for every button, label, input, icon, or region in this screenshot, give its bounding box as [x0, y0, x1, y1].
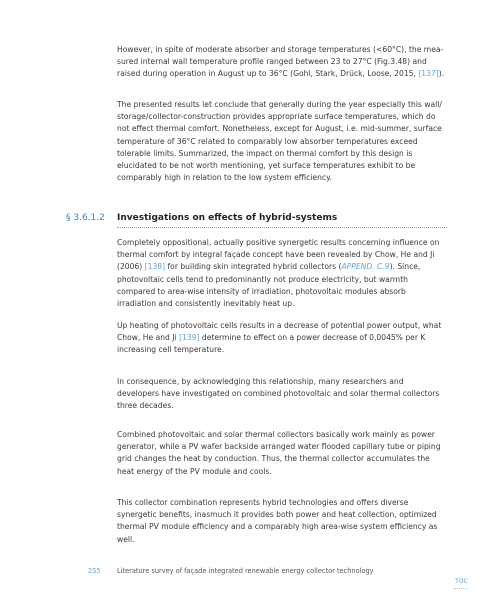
reference-link-138[interactable]: [138]: [144, 262, 166, 272]
paragraph-1-text: However, in spite of moderate absorber and storage temperatures (<60°C), the mea-sured internal wall temperature profile ranged between 23 to 27°C (Fig.3.48) and raised during operation in August up to 36°C (Gohl, Stark, Drück, Loose, 2015,: [117, 45, 444, 79]
paragraph-1-end: ).: [438, 69, 445, 79]
paragraph-3: [117, 237, 447, 310]
reference-link-139[interactable]: [139]: [179, 333, 200, 343]
running-footer: Literature survey of façade integrated renewable energy collector technology: [117, 567, 374, 575]
paragraph-3-end: ). Since, photovoltaic cells tend to predominantly not produce electricity, but warmth compared to area-wise intensity of irradiation, photovoltaic modules absorb irradiation and consistently inevitably heat up.: [117, 262, 421, 309]
paragraph-6: Combined photovoltaic and solar thermal collectors basically work mainly as power generator, while a PV wafer backside arranged water flooded capillary tube or piping grid changes the heat by conduction. Thus, the thermal collector accumulates the heat energy of the PV module and cools.: [117, 430, 441, 476]
page-number: 255: [88, 567, 101, 575]
paragraph-1: [117, 44, 447, 81]
reference-link-137[interactable]: [137]: [418, 69, 439, 79]
paragraph-4: [117, 320, 447, 357]
section-number: § 3.6.1.2: [66, 213, 105, 223]
paragraph-4-text: Up heating of photovoltaic cells results in a decrease of potential power output, what Chow, He and Ji: [117, 321, 442, 343]
paragraph-2: The presented results let conclude that generally during the year especially this wall/ storage/collector-construction provides appropriate surface temperatures, which do not effect thermal comfort. Nonetheless, except for August, i.e. mid-summer, surface temperature of 36°C related to comparably low absorber temperatures exceed tolerable limits. Summarized, the impact on thermal comfort by this design is elucidated to be not worth mentioning, yet surface temperatures exhibit to be comparably high in relation to the low system efficiency.: [117, 100, 442, 183]
toc-link[interactable]: TOC: [455, 578, 468, 585]
paragraph-3-mid: for building skin integrated hybrid collectors (: [165, 262, 342, 272]
toc-underline: [454, 588, 468, 589]
paragraph-4-end: determine to effect on a power decrease of 0,0045% per K increasing cell temperature.: [117, 333, 426, 355]
section-title: Investigations on effects of hybrid-systems: [117, 213, 338, 223]
appendix-link[interactable]: APPEND. C.9: [341, 262, 390, 272]
paragraph-7: This collector combination represents hybrid technologies and offers diverse synergetic benefits, inasmuch it provides both power and heat collection, optimized thermal PV module efficiency and a comparably high area-wise system efficiency as well.: [117, 498, 438, 544]
paragraph-3-text: Completely oppositional, actually positive synergetic results concerning influence on thermal comfort by integral façade concept have been revealed by Chow, He and Ji (2006): [117, 238, 440, 272]
section-divider: [117, 227, 447, 228]
paragraph-5: In consequence, by acknowledging this relationship, many researchers and developers have investigated on combined photovoltaic and solar thermal collectors three decades.: [117, 377, 440, 411]
